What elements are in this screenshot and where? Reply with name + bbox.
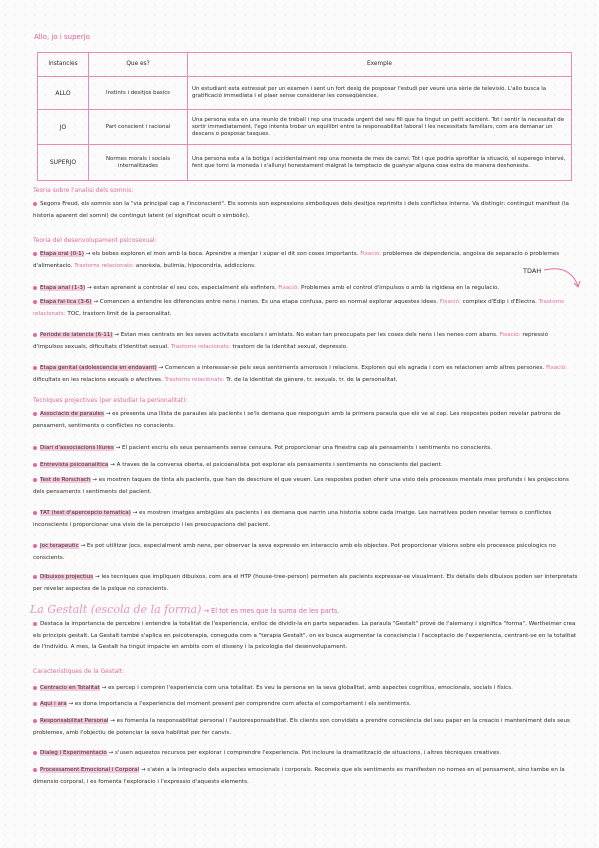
item-text: TOC, trastorn limit de la personalitat. [67, 310, 172, 317]
list-item [33, 297, 578, 320]
tdah-note: TDAH [523, 267, 542, 275]
section-title: Tecniques projectives (per estudiar la personalitat): [33, 397, 188, 404]
section-title: Caracteristiques de la Gestalt: [33, 668, 125, 675]
section-title: Teoria del desenvolupament psicosexual: [33, 237, 157, 244]
item-text: → es fomenta la responsabilitat personal i l'autoresponsabilitat. Els clients son convidats a prendre consciència del seu paper en la creacio i manteniment dels seus problemes, amb l'objectiu de potenciar la seva habilitat per fer canvis. [33, 718, 570, 736]
item-text: → A traves de la conversa oberta, el psicoanalista pot explorar els pensaments i sentiments no conscients del pacient. [110, 462, 443, 468]
paragraph-text: Segons Freud, els somnis son la "via principal cap a l'inconscient". Els somnis son expressions simboliques dels desitjos reprimits i dels conflictes interns. Va distingir: contingut manifest (la historia aparent del somni) de contingut latent (el significat ocult o simbòlic). [33, 201, 569, 219]
bullet-icon [33, 202, 37, 206]
item-label: Fixació: [546, 365, 568, 371]
item-text: → Es pot utilitzar jocs, especialment amb nens, per observar la seva expressio en interaccio amb els objectes. Pot proporcionar visions sobre els processos psicologics no conscients. [33, 543, 556, 561]
item-text: → els bebes exploren el mon amb la boca. Aprendre a menjar i xupar el dit son coses importants. [85, 251, 359, 257]
list-item [33, 409, 578, 432]
table-row [38, 145, 572, 181]
item-text: → es mostren imatges ambigües als pacients i es demana que narrin una historia sobre cada imatge. Les narratives poden revelar temes o conflictes inconscients i proporcionar una visio de la percepcio i les preocupacions del pacient. [33, 510, 552, 528]
item-name: Centracio en Totalitat [40, 685, 100, 691]
bullet-icon [33, 686, 37, 690]
item-text: dificultats en les relacions sexuals o afectives. [33, 376, 163, 383]
item-label: Fixació: [499, 332, 521, 338]
instances-table [37, 52, 572, 181]
list-item [33, 460, 578, 472]
table-cell: Una persona esta a la botiga i accidentalment rep una moneda de mes de canvi. Tot i que podria aprofitar la situació, el superego intervé, fent que torni la moneda i s'allunyi honestament malgrat la temptacio de guanyar alguna cosa extra de manera deshonesta. [188, 145, 572, 181]
item-text: → Comencen a entendre les diferencies entre nens i nenes. Es una etapa confusa, pero es normal explorar aquestes idees. [93, 299, 438, 305]
table-cell: Normes morals i socials internalitzades [89, 145, 188, 181]
item-name: Joc terapeutic [40, 543, 79, 549]
item-text: → El pacient escriu els seus pensaments sense censura. Pot proporcionar una finestra cap als pensaments i sentiments no conscients. [115, 445, 492, 451]
item-name: Etapa anal (1-3) [40, 285, 86, 291]
bullet-icon [33, 702, 37, 706]
item-name: Test de Rorschach [40, 477, 91, 483]
item-label: Trastorns relacionats: [170, 343, 231, 350]
item-name: Responsabilitat Personal [40, 718, 109, 724]
item-name: Associacio de paraules [40, 411, 104, 417]
table-header: Exemple [188, 53, 572, 77]
list-item [33, 699, 578, 711]
item-text: problemes de dependencia, angoixa de separacio o problemes d'alimentacio. [33, 251, 560, 269]
item-text: → es dona importancia a l'experiencia del moment present per comprendre com afecta el comportament i els sentiments. [68, 701, 412, 707]
bullet-icon [33, 575, 37, 579]
item-name: Diari d'associacions lliures [40, 445, 114, 451]
paragraph [33, 619, 578, 654]
paragraph [33, 199, 578, 222]
list-item [33, 748, 578, 760]
gestalt-heading [30, 603, 340, 616]
item-name: Etapa genital (adolescencia en endavant) [40, 365, 157, 371]
bullet-icon [33, 333, 37, 337]
list-item [33, 508, 578, 531]
bullet-icon [33, 544, 37, 548]
table-header: Que es? [89, 53, 188, 77]
section-title: Teoria sobre l'analisi dels somnis: [33, 187, 134, 194]
item-text: trastorn de la identitat sexual, depressio. [232, 343, 348, 350]
item-text: → Estan mes centrats en les seves activitats escolars i amistats. No estan tan preocupats per les coses dels nens i les nenes com abans. [114, 332, 498, 338]
table-header: Instancies [38, 53, 89, 77]
bullet-icon [33, 719, 37, 723]
item-name: Etapa oral (0-1) [40, 251, 84, 257]
item-label: Fixació: [360, 251, 382, 257]
item-text: → es mostren taques de tinta als pacients, que han de descriure el que veuen. Les respostes poden oferir una visio dels processos mentals mes profunds i les projeccions dels pensaments i sentiments del pacient. [33, 477, 569, 495]
list-item [33, 572, 578, 595]
bullet-icon [33, 511, 37, 515]
item-text: → Comencen a interessar-se pels seus sentiments amorosos i relacions. Exploren qui els agrada i com es relacionen amb altres persones. [158, 365, 545, 371]
list-item [33, 541, 578, 564]
item-text: → s'atén a la integracio dels aspectes emocionals i corporals. Reconeix que els sentiments es manifesten no nomes en el pensament, sino tambe en la dimensio corporal, i es fomenta l'exploracio i l'expressio d'aquests elements. [33, 767, 565, 785]
table-cell: SUPERJO [38, 145, 89, 181]
item-name: TAT (test d'apercepcio tematica) [40, 510, 131, 516]
table-cell: Part conscient i racional [89, 110, 188, 145]
list-item [33, 249, 578, 272]
list-item [33, 475, 578, 498]
list-item [33, 683, 578, 695]
bullet-icon [33, 463, 37, 467]
item-text: Tr. de la identitat de gènere, tr. sexuals, tr. de la personalitat. [226, 376, 398, 383]
item-label: Fixació: [439, 299, 461, 305]
item-label: Trastorns relacionats: [74, 262, 135, 269]
table-cell: Una persona esta en una reunio de treball i rep una trucada urgent del seu fill que ha tingut un petit accident. Tot i sentir la necessitat de sortir immediatament, l'ego intenta trobar un equilibri entre la responsabilitat laboral i les necessitats familiars, com ara demanar un descans o posposar tasques. [188, 110, 572, 145]
bullet-icon [33, 768, 37, 772]
item-name: Processament Emocional i Corporal [40, 767, 140, 773]
table-cell: ALLO [38, 77, 89, 110]
list-item [33, 363, 578, 386]
item-text: → es presenta una llista de paraules als pacients i se'ls demana que responguin amb la primera paraula que els ve al cap. Les respostes poden revelar patrons de pensament, sentiments o conflictes no conscients. [33, 411, 561, 429]
table-header-row [38, 53, 572, 77]
item-text: repressió d'impulsos sexuals, dificultats d'identitat sexual. [33, 332, 548, 350]
item-name: Dibuixos projectius [40, 574, 94, 580]
bullet-icon [33, 286, 37, 290]
bullet-icon [33, 751, 37, 755]
table-cell: JO [38, 110, 89, 145]
item-name: Aqui i ara [40, 701, 67, 707]
item-text: complex d'Edip i d'Electra. [462, 299, 537, 305]
item-label: Fixació: [278, 285, 300, 291]
item-name: Periode de latencia (6-11) [40, 332, 113, 338]
paragraph-text: Destaca la importancia de percebre i entendre la totalitat de l'experiencia, enlloc de dividir-la en parts separades. La paraula "Gestalt" prové de l'alemany i significa "forma". Wertheimer crea els principis gestalt. La Gestalt també s'aplica en psicoterapia, coneguda com a "terapia Gestalt", on es busca augmentar la consciencia i l'acceptacio de l'experiencia, centrant-se en la totalitat de l'individu. A mes, la Gestalt ha tingut impacte en ambits com el disseny i la psicologia del desenvolupament. [33, 621, 577, 650]
list-item [33, 716, 578, 739]
bullet-icon [33, 478, 37, 482]
page-title: Allo, jo i superjo [34, 33, 90, 41]
item-text: anorèxia, bulimia, hipocondria, addiccions. [135, 262, 256, 269]
item-text: → les tecniques que impliquen dibuixos, com ara el HTP (house-tree-person) permeten als pacients expressar-se visualment. Els detalls dels dibuixos poden ser interpretats per revelar aspectes de la psique no conscients. [33, 574, 578, 592]
item-label: Trastorns relacionats: [33, 299, 565, 317]
bullet-icon [33, 300, 37, 304]
item-text: → s'usen aquestos recursos per explorar i comprendre l'experiencia. Pot incloure la dramatització de situacions, i altres tècniques creatives. [108, 750, 501, 756]
list-item [33, 283, 578, 295]
item-text: → es percep i comprèn l'experiencia com una totalitat. Es veu la persona en la seva globalitat, amb aspectes cognitius, emocionals, socials i físics. [101, 685, 513, 691]
list-item [33, 443, 578, 455]
bullet-icon [33, 622, 37, 626]
item-name: Dialeg i Experimentacio [40, 750, 107, 756]
item-label: Trastorns relacionats: [164, 376, 225, 383]
table-row [38, 77, 572, 110]
gestalt-title: La Gestalt (escola de la forma) [30, 603, 202, 616]
bullet-icon [33, 366, 37, 370]
list-item [33, 330, 578, 353]
bullet-icon [33, 412, 37, 416]
item-name: Entrevista psicoanalitica [40, 462, 109, 468]
table-row [38, 110, 572, 145]
item-name: Etapa fal·lica (3-6) [40, 299, 92, 305]
bullet-icon [33, 446, 37, 450]
item-text: → estan aprenent a controlar el seu cos, especialment els esfinters. [86, 285, 277, 291]
gestalt-subtitle: → El tot es mes que la suma de les parts. [203, 607, 340, 615]
table-cell: Instints i desitjos basics [89, 77, 188, 110]
list-item [33, 765, 578, 788]
table-cell: Un estudiant esta estressat per un examen i sent un fort desig de posposar l'estudi per veure una sèrie de televisió. L'allo busca la gratificació immediata i el plaer sense considerar les conseqüències. [188, 77, 572, 110]
bullet-icon [33, 252, 37, 256]
item-text: Problemes amb el control d'impulsos o amb la rigidesa en la regulacio. [301, 285, 500, 291]
